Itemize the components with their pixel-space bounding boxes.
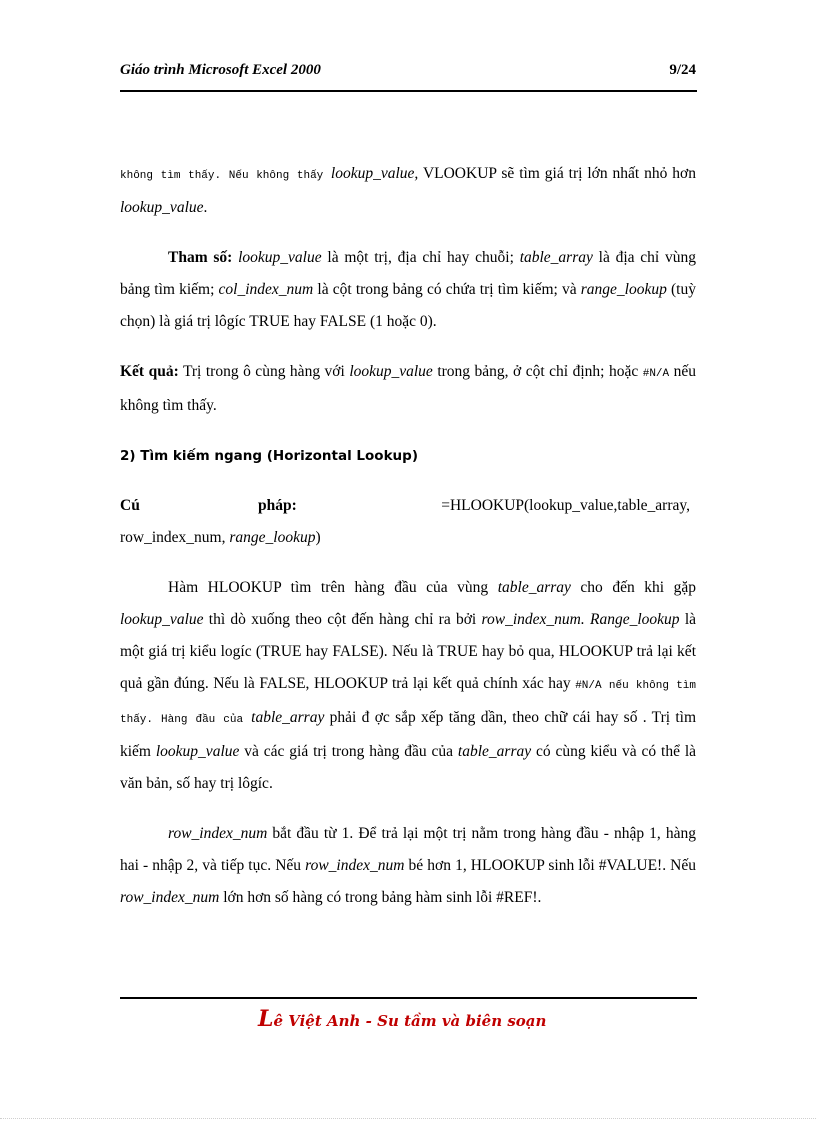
paragraph-hlookup-description: Hàm HLOOKUP tìm trên hàng đầu của vùng table_array cho đến khi gặp lookup_value thì dò xuống theo cột đến hàng chỉ ra bởi row_index_num. Range_lookup là một giá trị kiểu logíc (TRUE hay FALSE). Nếu là TRUE hay bỏ qua, HLOOKUP trả lại kết quả gần đúng. Nếu là FALSE, HLOOKUP trả lại kết quả chính xác hay #N/A nếu không tìm thấy. Hàng đầu của table_array phải đ ợc sắp xếp tăng dần, theo chữ cái hay số . Trị tìm kiếm lookup_value và các giá trị trong hàng đầu của table_array có cùng kiểu và có thể là văn bản, số hay trị lôgíc. bbox=[120, 579, 697, 792]
paragraph-parameters: Tham số: lookup_value là một trị, địa chỉ hay chuỗi; table_array là địa chỉ vùng bảng tìm kiếm; col_index_num là cột trong bảng có chứa trị tìm kiếm; và range_lookup (tuỳ chọn) là giá trị lôgíc TRUE hay FALSE (1 hoặc 0). bbox=[120, 249, 696, 330]
section-heading: 2) Tìm kiếm ngang (Horizontal Lookup) bbox=[120, 448, 418, 464]
page-edge-divider bbox=[0, 1118, 816, 1119]
header-rule bbox=[120, 90, 697, 92]
paragraph-row-index: row_index_num bắt đầu từ 1. Để trả lại một trị nằm trong hàng đầu - nhập 1, hàng hai - nhập 2, và tiếp tục. Nếu row_index_num bé hơn 1, HLOOKUP sinh lỗi #VALUE!. Nếu row_index_num lớn hơn số hàng có trong bảng hàm sinh lỗi #REF!. bbox=[120, 825, 696, 906]
syntax-formula: =HLOOKUP(lookup_value,table_array, bbox=[441, 497, 690, 514]
page-body bbox=[120, 158, 696, 914]
document-title: Giáo trình Microsoft Excel 2000 bbox=[120, 62, 321, 78]
paragraph-result: Kết quả: Trị trong ô cùng hàng với lookup_value trong bảng, ở cột chỉ định; hoặc #N/A nếu không tìm thấy. bbox=[120, 363, 697, 414]
syntax-line: Cú pháp: =HLOOKUP(lookup_value,table_array, bbox=[120, 490, 696, 522]
page-header bbox=[120, 62, 696, 84]
page-footer: Lê Việt Anh - Su tầm và biên soạn bbox=[258, 1006, 547, 1032]
syntax-line-2: row_index_num, range_lookup) bbox=[120, 529, 321, 546]
page-number: 9/24 bbox=[669, 62, 696, 78]
footer-rule bbox=[120, 997, 697, 999]
paragraph-vlookup-continuation: không tìm thấy. Nếu không thấy lookup_value, VLOOKUP sẽ tìm giá trị lớn nhất nhỏ hơn lookup_value. bbox=[120, 165, 696, 216]
